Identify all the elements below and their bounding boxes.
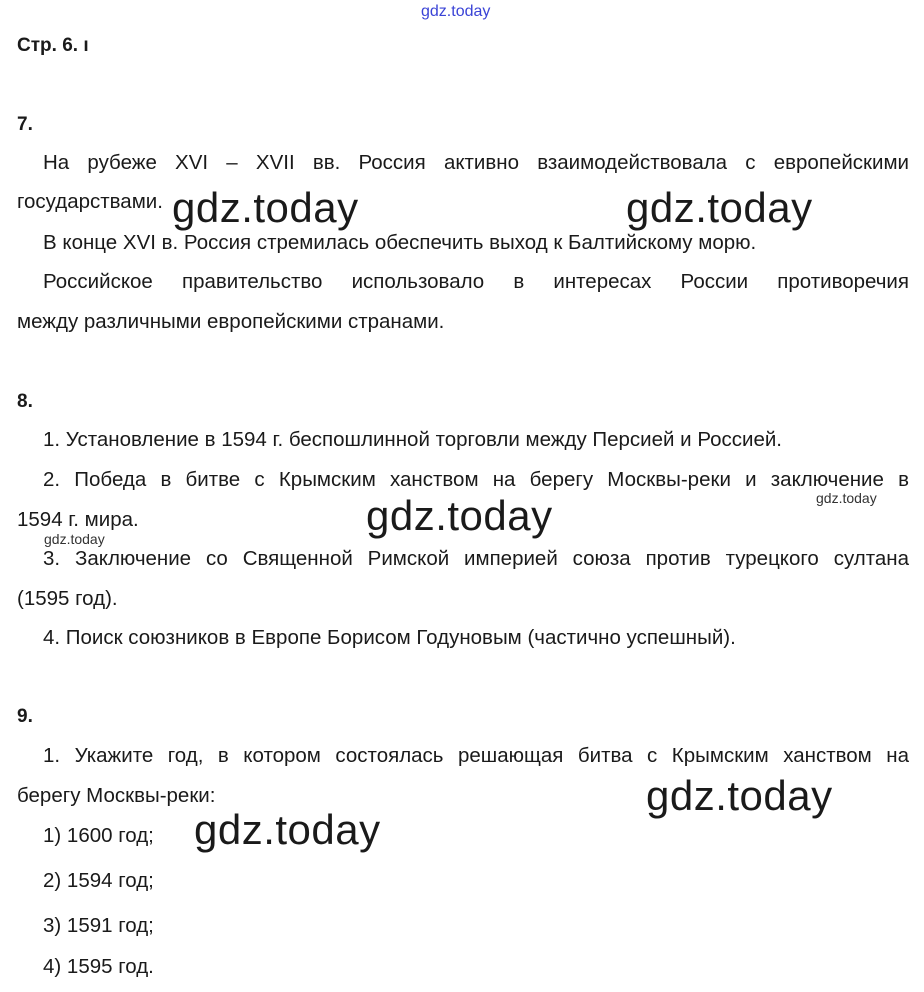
list-item-continuation: (1595 год). — [17, 587, 118, 610]
watermark-top: gdz.today — [421, 3, 491, 20]
paragraph-line: государствами. — [17, 190, 163, 213]
question-line: берегу Москвы-реки: — [17, 784, 216, 807]
list-item: 4. Поиск союзников в Европе Борисом Годуновым (частично успешный). — [43, 626, 736, 649]
paragraph-line: В конце XVI в. Россия стремилась обеспечить выход к Балтийскому морю. — [43, 231, 757, 254]
watermark-small: gdz.today — [44, 531, 105, 547]
answer-option: 2) 1594 год; — [43, 869, 154, 892]
watermark: gdz.today — [366, 492, 553, 539]
paragraph-line: между различными европейскими странами. — [17, 310, 445, 333]
watermark-small: gdz.today — [816, 490, 877, 506]
answer-option: 1) 1600 год; — [43, 824, 154, 847]
watermark: gdz.today — [646, 772, 833, 819]
list-item: 2. Победа в битве с Крымским ханством на берегу Москвы-реки и заключение в — [43, 468, 909, 491]
task-number: 8. — [17, 391, 33, 412]
paragraph-line: На рубеже XVI – XVII вв. Россия активно взаимодействовала с европейскими — [43, 151, 909, 174]
paragraph-line: Российское правительство использовало в интересах России противоречия — [43, 270, 909, 293]
watermark: gdz.today — [194, 806, 381, 853]
answer-option: 4) 1595 год. — [43, 955, 154, 978]
list-item: 3. Заключение со Священной Римской империей союза против турецкого султана — [43, 547, 909, 570]
page-header: Стр. 6. ı — [17, 35, 89, 56]
task-number: 9. — [17, 706, 33, 727]
question-line: 1. Укажите год, в котором состоялась решающая битва с Крымским ханством на — [43, 744, 909, 767]
watermark: gdz.today — [172, 184, 359, 231]
list-item: 1. Установление в 1594 г. беспошлинной торговли между Персией и Россией. — [43, 428, 783, 451]
answer-option: 3) 1591 год; — [43, 914, 154, 937]
watermark: gdz.today — [626, 184, 813, 231]
task-number: 7. — [17, 114, 33, 135]
list-item-continuation: 1594 г. мира. — [17, 508, 139, 531]
